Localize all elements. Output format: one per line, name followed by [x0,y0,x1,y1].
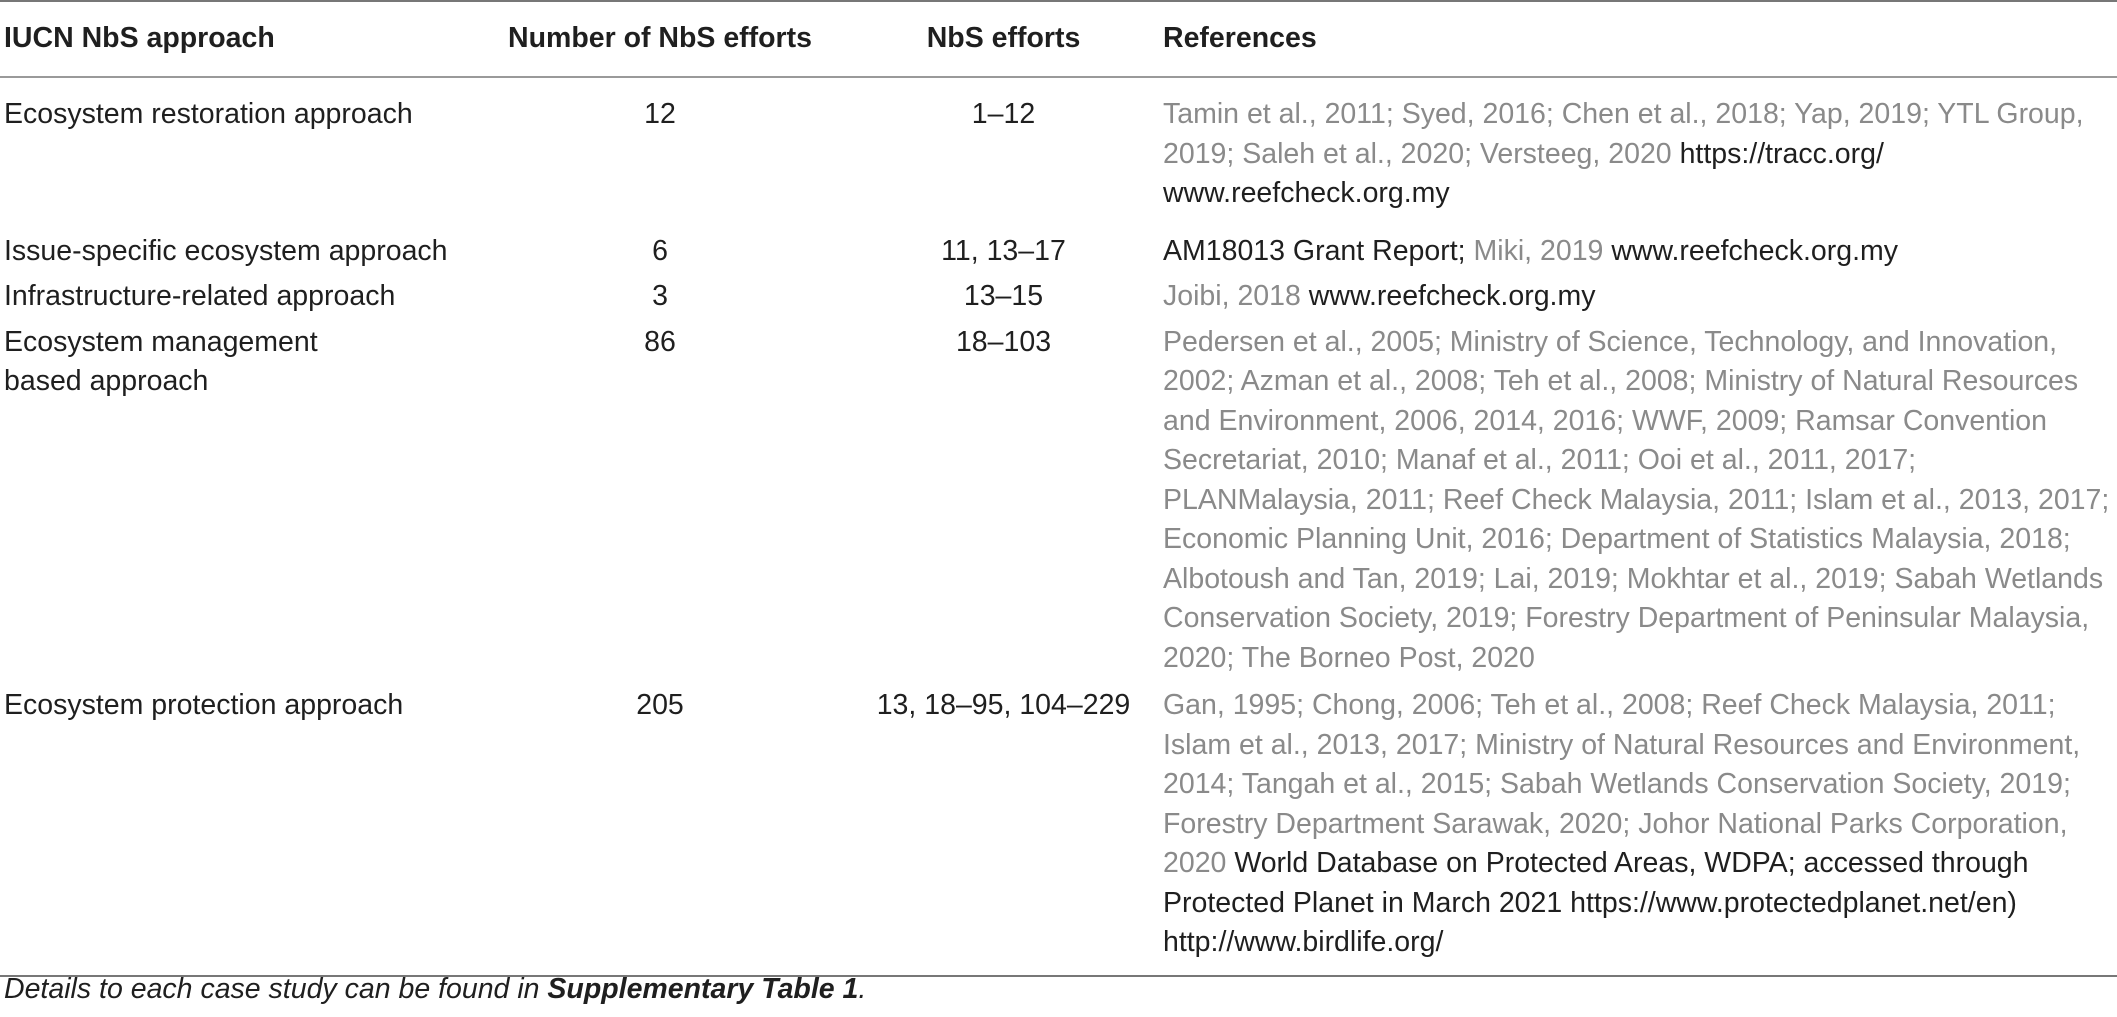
cell-approach: Ecosystem management based approach [4,325,318,397]
table-row [0,678,2117,976]
cell-count: 205 [636,689,684,721]
cell-efforts: 13–15 [963,280,1044,312]
reference-citations[interactable]: Pedersen et al., 2005; Ministry of Science, Technology, and Innovation, 2002; Azman et al., 2008; Teh et al., 2008; Ministry of Natural Resources and Environment, 2006, 2014, 2016; WWF, 2009; Ramsar Convention Secretariat, 2010; Manaf et al., 2011; Ooi et al., 2011, 2017; PLANMalaysia, 2011; Reef Check Malaysia, 2011; Islam et al., 2013, 2017; Economic Planning Unit, 2016; Department of Statistics Malaysia, 2018; Albotoush and Tan, 2019; Lai, 2019; Mokhtar et al., 2019; Sabah Wetlands Conservation Society, 2019; Forestry Department of Peninsular Malaysia, 2020; The Borneo Post, 2020 [1163,325,2110,674]
cell-count: 3 [652,280,668,312]
reference-links[interactable]: https://tracc.org/ www.reefcheck.org.my [1163,137,1884,209]
table-body [0,77,2117,976]
header-count: Number of NbS efforts [507,22,812,55]
header-row [0,1,2117,77]
reference-citations[interactable]: Gan, 1995; Chong, 2006; Teh et al., 2008; Reef Check Malaysia, 2011; Islam et al., 2013, 2017; Ministry of Natural Resources and Environment, 2014; Tangah et al., 2015; Sabah Wetlands Conservation Society, 2019; Forestry Department Sarawak, 2020; Johor National Parks Corporation, 2020 [1163,689,2081,879]
cell-count: 86 [644,325,676,358]
cell-references [1161,317,2117,679]
table-row [0,271,2117,317]
cell-references [1161,77,2117,224]
header-approach: IUCN NbS approach [4,22,275,55]
table-footnote [4,973,866,1006]
header-efforts: NbS efforts [926,22,1081,55]
cell-approach: Infrastructure-related approach [4,280,396,312]
cell-references [1161,678,2117,976]
cell-approach: Issue-specific ecosystem approach [4,234,448,267]
reference-report: AM18013 Grant Report; [1163,234,1474,267]
cell-count: 12 [644,98,676,130]
footnote-period: . [858,973,867,1005]
cell-efforts: 13, 18–95, 104–229 [876,689,1131,721]
table-header [0,1,2117,77]
cell-references [1161,224,2117,272]
footnote-text: Details to each case study can be found in [4,973,548,1005]
cell-references [1161,271,2117,317]
reference-citations[interactable]: Tamin et al., 2011; Syed, 2016; Chen et al., 2018; Yap, 2019; YTL Group, 2019; Saleh et al., 2020; Versteeg, 2020 [1163,98,2084,170]
table-row [0,317,2117,679]
reference-links[interactable]: www.reefcheck.org.my [1300,280,1596,312]
cell-efforts: 1–12 [971,98,1036,130]
reference-links[interactable]: www.reefcheck.org.my [1603,234,1898,267]
table-row [0,77,2117,224]
supplementary-table-link[interactable]: Supplementary Table 1 [547,973,859,1005]
reference-citations[interactable]: Joibi, 2018 [1163,280,1301,312]
reference-citations[interactable]: Miki, 2019 [1473,234,1604,267]
cell-approach: Ecosystem restoration approach [4,98,413,130]
cell-count: 6 [652,234,668,267]
cell-efforts: 11, 13–17 [941,234,1066,267]
table-row [0,224,2117,272]
header-references: References [1163,22,1317,55]
reference-links[interactable]: World Database on Protected Areas, WDPA; accessed through Protected Planet in March 2021 https://www.protectedplanet.net/en) http://www.birdlife.org/ [1163,847,2029,958]
cell-efforts: 18–103 [955,325,1052,358]
cell-approach: Ecosystem protection approach [4,689,404,721]
